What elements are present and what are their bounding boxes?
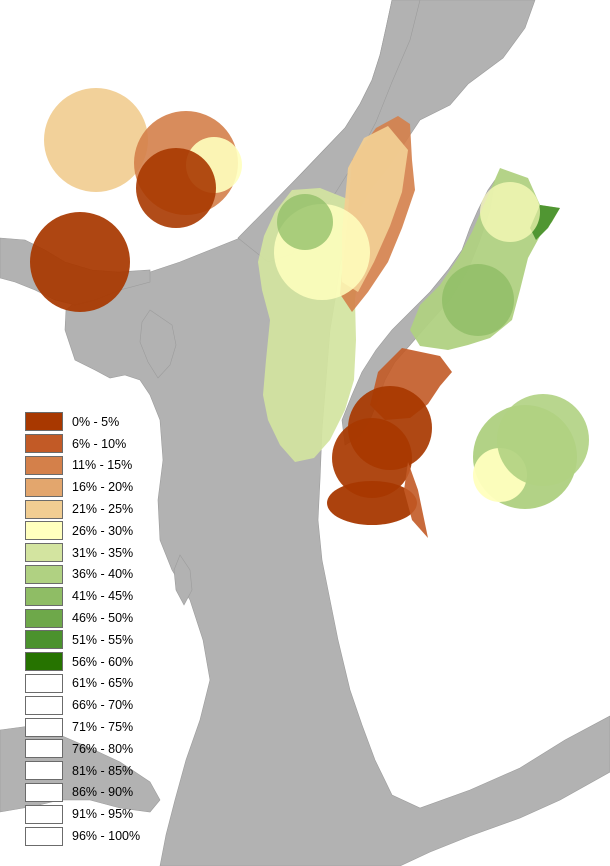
legend-label: 36% - 40%: [72, 567, 134, 582]
legend: [25, 411, 185, 847]
zone-nw-light: [44, 88, 148, 192]
legend-label: 31% - 35%: [72, 545, 134, 560]
legend-label: 6% - 10%: [72, 436, 127, 451]
legend-label: 21% - 25%: [72, 502, 134, 517]
zone-west-dark: [30, 212, 130, 312]
legend-row: [25, 607, 185, 629]
legend-row: [25, 542, 185, 564]
legend-swatch: [25, 587, 63, 606]
legend-swatch: [25, 783, 63, 802]
legend-row: [25, 476, 185, 498]
legend-swatch: [25, 456, 63, 475]
legend-label: 76% - 80%: [72, 741, 134, 756]
east-coast-yellow-circle: [480, 182, 540, 242]
legend-row: [25, 760, 185, 782]
legend-label: 61% - 65%: [72, 676, 134, 691]
legend-swatch: [25, 630, 63, 649]
legend-swatch: [25, 739, 63, 758]
legend-swatch: [25, 478, 63, 497]
legend-label: 51% - 55%: [72, 632, 134, 647]
legend-label: 81% - 85%: [72, 763, 134, 778]
legend-row: [25, 520, 185, 542]
legend-row: [25, 629, 185, 651]
legend-swatch: [25, 412, 63, 431]
legend-row: [25, 738, 185, 760]
legend-label: 66% - 70%: [72, 698, 134, 713]
legend-swatch: [25, 565, 63, 584]
legend-swatch: [25, 652, 63, 671]
legend-row: [25, 694, 185, 716]
legend-label: 86% - 90%: [72, 785, 134, 800]
legend-label: 96% - 100%: [72, 829, 141, 844]
legend-label: 26% - 30%: [72, 523, 134, 538]
legend-swatch: [25, 609, 63, 628]
zone-nw-dark: [136, 148, 216, 228]
legend-row: [25, 716, 185, 738]
legend-row: [25, 411, 185, 433]
legend-row: [25, 825, 185, 847]
legend-row: [25, 498, 185, 520]
east-coast-mid-circle: [442, 264, 514, 336]
legend-swatch: [25, 674, 63, 693]
legend-swatch: [25, 718, 63, 737]
legend-label: 71% - 75%: [72, 720, 134, 735]
legend-row: [25, 673, 185, 695]
legend-row: [25, 782, 185, 804]
legend-row: [25, 564, 185, 586]
legend-label: 16% - 20%: [72, 480, 134, 495]
legend-row: [25, 433, 185, 455]
legend-swatch: [25, 543, 63, 562]
legend-label: 56% - 60%: [72, 654, 134, 669]
legend-row: [25, 455, 185, 477]
legend-label: 41% - 45%: [72, 589, 134, 604]
legend-label: 46% - 50%: [72, 611, 134, 626]
legend-row: [25, 803, 185, 825]
legend-label: 91% - 95%: [72, 807, 134, 822]
legend-swatch: [25, 434, 63, 453]
legend-label: 0% - 5%: [72, 414, 120, 429]
legend-row: [25, 585, 185, 607]
legend-swatch: [25, 761, 63, 780]
legend-swatch: [25, 500, 63, 519]
legend-swatch: [25, 521, 63, 540]
legend-swatch: [25, 827, 63, 846]
island-green-circle: [277, 194, 333, 250]
southeast-dark-ellipse: [327, 481, 417, 525]
legend-swatch: [25, 696, 63, 715]
east-offshore-green-overlap: [497, 394, 589, 486]
legend-label: 11% - 15%: [72, 458, 133, 473]
legend-swatch: [25, 805, 63, 824]
legend-row: [25, 651, 185, 673]
